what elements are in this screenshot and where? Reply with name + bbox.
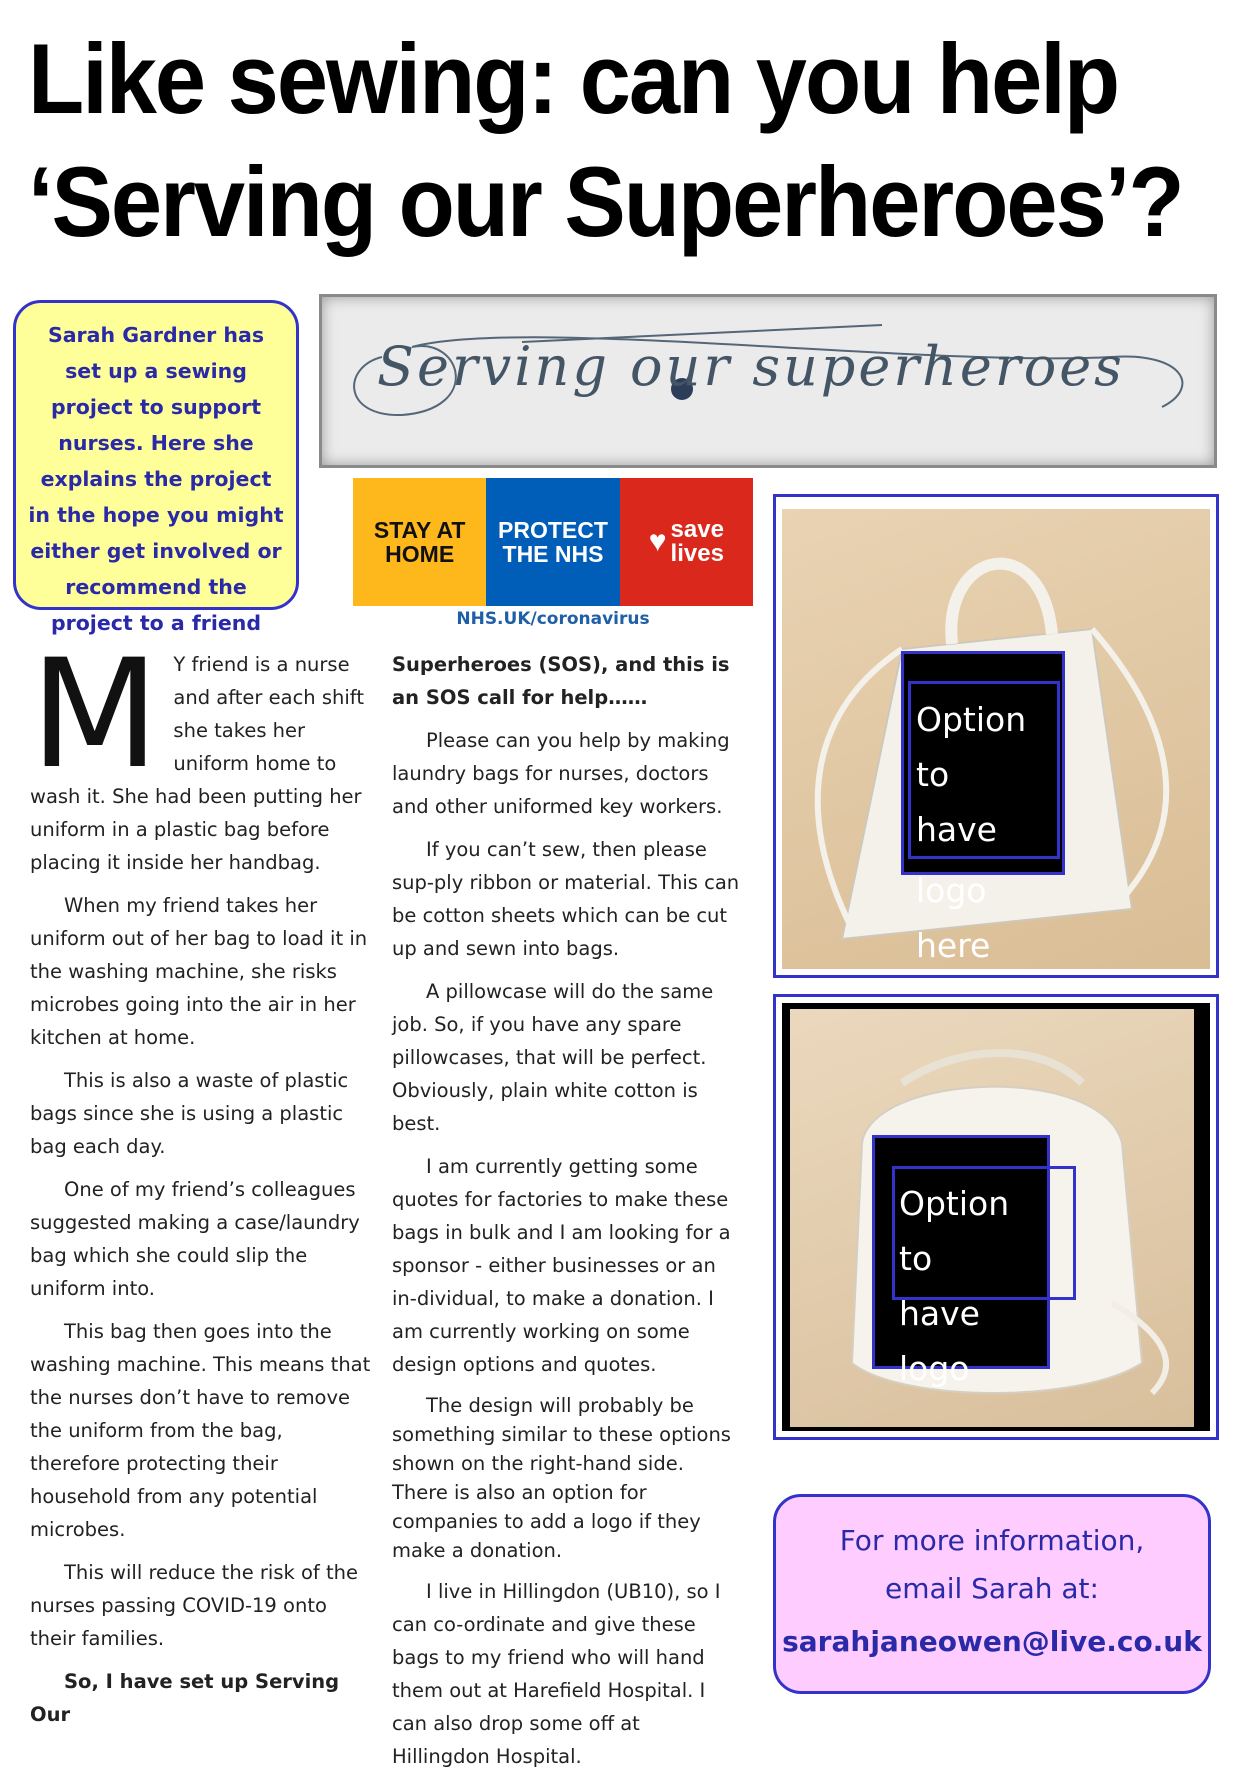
save-line-2: lives [670, 540, 724, 567]
paragraph: I live in Hillingdon (UB10), so I can co-ordinate and give these bags to my friend who will hand them out at Harefield Hospital. I can also drop some off at Hillingdon Hospital. [392, 1580, 721, 1768]
paragraph-bold: So, I have set up Serving Our [30, 1670, 340, 1726]
nhs-campaign-strip [353, 478, 753, 606]
intro-box: Sarah Gardner has set up a sewing project to support nurses. Here she explains the project in the hope you might either get involved or recommend the project to a friend [13, 300, 299, 610]
paragraph: I am currently getting some quotes for factories to make these bags in bulk and I am looking for a sponsor - either businesses or an in-dividual, to make a donation. I am currently working on some design options and quotes. [392, 1155, 731, 1376]
paragraph: This bag then goes into the washing machine. This means that the nurses don’t have to remove the uniform from the bag, therefore protecting their household from any potential microbes. [30, 1320, 371, 1541]
headline-line-2: ‘Serving our Superheroes’? [28, 147, 1183, 258]
drop-cap: M [30, 628, 160, 802]
stay-line-2: HOME [385, 541, 455, 567]
paragraph: This is also a waste of plastic bags since she is using a plastic bag each day. [30, 1069, 349, 1158]
protect-line-1: PROTECT [498, 517, 608, 543]
paragraph: Please can you help by making laundry bags for nurses, doctors and other uniformed key workers. [392, 729, 730, 818]
protect-line-2: THE NHS [502, 541, 604, 567]
nhs-url: NHS.UK/coronavirus [456, 609, 650, 629]
info-line-2: email Sarah at: [885, 1572, 1099, 1605]
paragraph: This will reduce the risk of the nurses passing COVID-19 onto their families. [30, 1561, 358, 1650]
paragraph: Y friend is a nurse and after each shift she takes her uniform home to wash it. She had been putting her uniform in a plastic bag before placing it inside her handbag. [30, 653, 364, 874]
stay-line-1: STAY AT [373, 517, 466, 543]
protect-nhs-panel [486, 478, 619, 606]
headline [28, 18, 1228, 264]
heart-icon: ♥ [648, 525, 667, 558]
stay-at-home-panel [353, 478, 486, 606]
paragraph-bold: Superheroes (SOS), and this is an SOS call for help…… [392, 653, 730, 709]
drawstring-bag-photo-2 [773, 994, 1219, 1440]
email-link[interactable]: sarahjaneowen@live.co.uk [782, 1625, 1202, 1658]
logo-line-1: Option to [899, 1184, 1010, 1278]
headline-line-1: Like sewing: can you help [28, 24, 1119, 135]
article-column-1 [30, 628, 375, 1741]
paragraph: A pillowcase will do the same job. So, if you have any spare pillowcases, that will be perfect. Obviously, plain white cotton is best. [392, 980, 714, 1135]
paragraph: When my friend takes her uniform out of her bag to load it in the washing machine, she risks microbes going into the air in her kitchen at home. [30, 894, 368, 1049]
logo-placeholder-2 [872, 1135, 1050, 1388]
logo-line-3: logo here [916, 871, 991, 965]
paragraph: One of my friend’s colleagues suggested making a case/laundry bag which she could slip the uniform into. [30, 1178, 360, 1300]
save-lives-panel [620, 478, 753, 606]
save-line-1: save [670, 516, 724, 543]
drawstring-bag-photo-1 [773, 494, 1219, 978]
logo-line-1: Option to [916, 700, 1027, 794]
paragraph: If you can’t sew, then please sup-ply ribbon or material. This can be cotton sheets which can be cut up and sewn into bags. [392, 838, 740, 960]
logo-placeholder-1 [901, 651, 1065, 965]
article-column-2 [392, 648, 742, 1783]
logo-line-2: have [916, 810, 997, 849]
logo-line-2: have logo [899, 1294, 980, 1388]
serving-our-superheroes-banner [319, 294, 1217, 468]
contact-info-box [773, 1494, 1211, 1694]
banner-logo-text: Serving our superheroes [377, 335, 1125, 398]
info-line-1: For more information, [839, 1524, 1145, 1557]
paragraph: The design will probably be something similar to these options shown on the right-hand side. There is also an option for companies to add a logo if they make a donation. [392, 1394, 731, 1562]
